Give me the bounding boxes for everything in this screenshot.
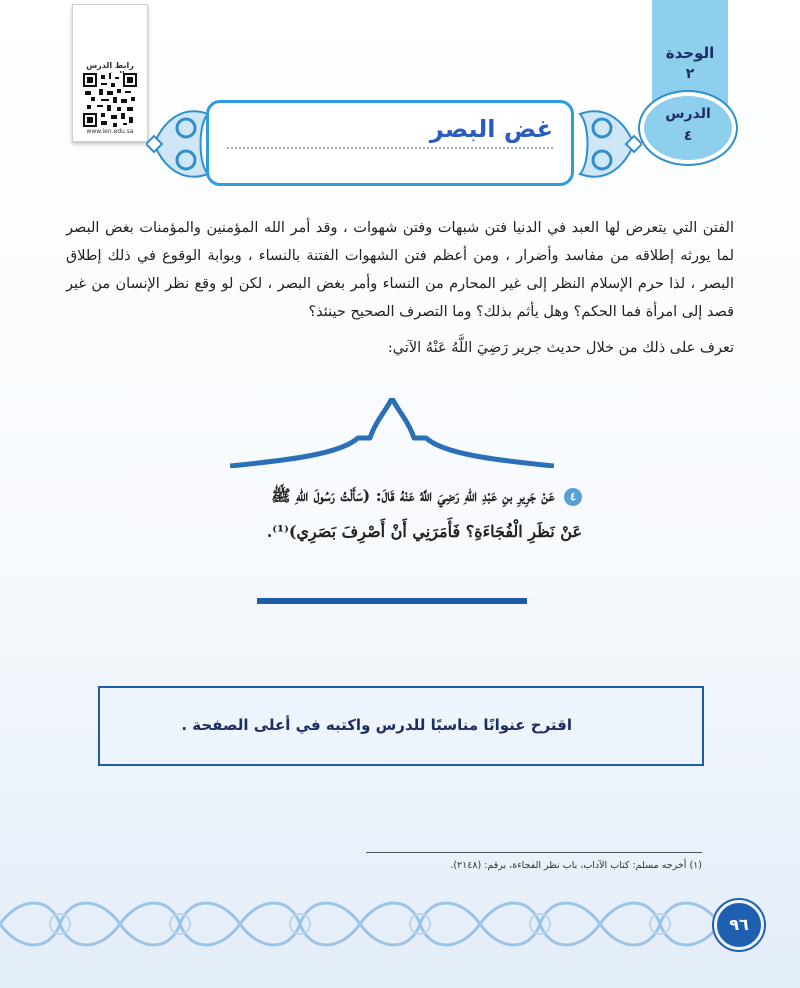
footnote-divider bbox=[366, 852, 702, 853]
hadith-block bbox=[230, 478, 582, 550]
dome-ornament bbox=[230, 398, 554, 468]
qr-card[interactable] bbox=[72, 4, 148, 142]
hadith-line-1 bbox=[230, 478, 582, 514]
lesson-title: غض البصر bbox=[429, 115, 553, 143]
qr-url: www.ien.edu.sa bbox=[86, 128, 134, 135]
page-number: ٩٦ bbox=[714, 900, 764, 950]
lesson-label: الدرس bbox=[665, 106, 711, 122]
qr-label: رابط الدرس bbox=[86, 61, 134, 70]
hadith-line-1-text: عَنْ جَرِيرِ بنِ عَبْدِ اللهِ رَضِيَ اللَّهُ عَنْهُ قَالَ: (سَأَلْتُ رَسُولَ اللهِ ﷺ bbox=[271, 486, 555, 505]
decorative-border bbox=[0, 876, 720, 972]
lesson-badge bbox=[640, 92, 736, 164]
unit-number: ٢ bbox=[685, 66, 695, 82]
title-box[interactable] bbox=[206, 100, 574, 186]
task-text: اقترح عنوانًا مناسبًا للدرس واكتبه في أعلى الصفحة . bbox=[181, 716, 572, 734]
intro-paragraph: الفتن التي يتعرض لها العبد في الدنيا فتن شبهات وفتن شهوات ، وقد أمر الله المؤمنين والمؤمنات بغض البصر لما يورثه إطلاقه من مفاسد وأضرار ، ومن أعظم فتن الشهوات الفتنة بالنساء ، وبوابة الوقوع في ذلك إطلاق البصر ، لذا حرم الإسلام النظر إلى غير المحارم من النساء وأمر بغض البصر ، لكن لو وقع نظر الإنسان من غير قصد إلى امرأة فما الحكم؟ وهل يأثم بذلك؟ وما التصرف الصحيح حينئذ؟ bbox=[66, 220, 734, 320]
unit-label: الوحدة bbox=[665, 44, 715, 62]
title-dotted-line bbox=[227, 147, 553, 149]
hadith-underline bbox=[257, 598, 527, 604]
intro-section bbox=[66, 214, 734, 326]
footnote: (١) أخرجه مسلم: كتاب الآداب، باب نظر الفجاءة، برقم: (٢١٤٨). bbox=[450, 860, 702, 871]
task-box bbox=[98, 686, 704, 766]
intro-lead: تعرف على ذلك من خلال حديث جرير رَضِيَ اللَّهُ عَنْهُ الآتي: bbox=[387, 340, 734, 356]
lesson-number: ٤ bbox=[683, 128, 693, 144]
hadith-number-badge: ٤ bbox=[564, 488, 582, 506]
qr-code-icon[interactable] bbox=[83, 73, 137, 127]
hadith-line-2: عَنْ نَظَرِ الْفُجَاءَةِ؟ فَأَمَرَنِي أَنْ أَصْرِفَ بَصَرِي)⁽¹⁾. bbox=[266, 522, 582, 541]
